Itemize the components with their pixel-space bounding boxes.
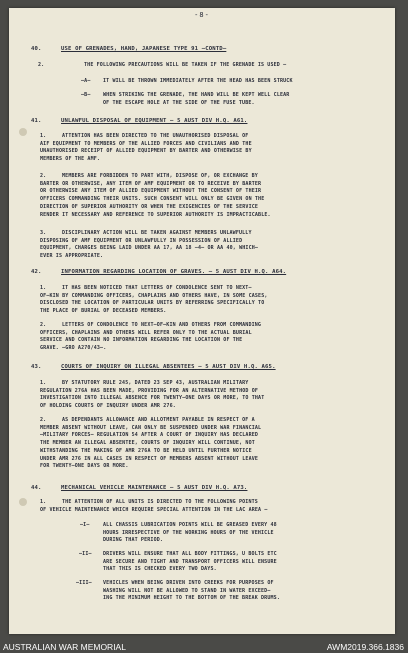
section-heading: USE OF GRENADES, HAND, JAPANESE TYPE 91 –CONTD–	[61, 46, 227, 52]
section-number: 40.	[31, 46, 42, 52]
paragraph-label: 2.	[40, 173, 47, 179]
section-heading: UNLAWFUL DISPOSAL OF EQUIPMENT – 5 AUST DIV H.Q. A61.	[61, 118, 248, 124]
section-heading: COURTS OF INQUIRY ON ILLEGAL ABSENTEES – 5 AUST DIV H.Q. A65.	[61, 364, 276, 370]
paragraph-line: OR OTHERWISE ANY ITEM OF ALLIED EQUIPMENT WITHOUT THE CONSENT OF THEIR	[40, 188, 262, 195]
paragraph-label: –B–	[81, 92, 91, 98]
paragraph-line: THE FOLLOWING PRECAUTIONS WILL BE TAKEN IF THE GRENADE IS USED –	[84, 62, 287, 68]
paragraph-label: 2.	[40, 322, 47, 328]
paragraph-line: WHEN STRIKING THE GRENADE, THE HAND WILL BE KEPT WELL CLEAR	[103, 92, 290, 98]
paragraph-label: –A–	[81, 78, 91, 84]
punch-hole	[19, 498, 27, 506]
paragraph-line: AS DEPENDANTS ALLOWANCE AND ALLOTMENT PAYABLE IN RESPECT OF A	[62, 417, 255, 423]
paragraph-line: LETTERS OF CONDOLENCE TO NEXT–OF–KIN AND OTHERS FROM COMMANDING	[62, 322, 262, 328]
paragraph-label: 3.	[40, 230, 47, 236]
paragraph-label: 1.	[40, 499, 47, 505]
section-heading: INFORMATION REGARDING LOCATION OF GRAVES. – 5 AUST DIV H.Q. A64.	[61, 269, 287, 275]
archive-name: AUSTRALIAN WAR MEMORIAL	[3, 642, 126, 652]
accession-number: AWM2019.366.1836	[326, 642, 404, 652]
paragraph-line: OF–KIN BY COMMANDING OFFICERS, CHAPLAINS AND OTHERS HAVE, IN SOME CASES,	[40, 292, 268, 299]
paragraph-line: ATTENTION HAS BEEN DIRECTED TO THE UNAUTHORISED DISPOSAL OF	[62, 133, 249, 139]
paragraph-line: WASHING WILL NOT BE ALLOWED TO STAND IN WATER EXCEED–	[103, 587, 271, 594]
paragraph-label: 2.	[40, 417, 47, 423]
paragraph-line: THE MEMBER AN ILLEGAL ABSENTEE, COURTS OF INQUIRY WILL CONTINUE, NOT	[40, 440, 255, 447]
paragraph-label: –I–	[80, 522, 90, 528]
paragraph-line: DISPOSING OF AMF EQUIPMENT OR UNLAWFULLY IN POSSESSION OF ALLIED	[40, 237, 243, 244]
paragraph-line: AIF EQUIPMENT TO MEMBERS OF THE ALLIED FORCES AND CIVILIANS AND THE	[40, 140, 252, 147]
paragraph-line: THE ATTENTION OF ALL UNITS IS DIRECTED TO THE FOLLOWING POINTS	[62, 499, 258, 505]
paragraph-line: FOR TWENTY–ONE DAYS OR MORE.	[40, 463, 129, 470]
paragraph-line: UNDER AMR 276 IN ALL CASES IN RESPECT OF MEMBERS ABSENT WITHOUT LEAVE	[40, 455, 259, 462]
paragraph-label: –II–	[79, 551, 92, 557]
section-number: 44.	[31, 485, 42, 491]
paragraph-line: EVER IS APPROPRIATE.	[40, 253, 104, 260]
paragraph-line: DRIVERS WILL ENSURE THAT ALL BODY FITTINGS, U BOLTS ETC	[103, 551, 277, 557]
paragraph-line: MEMBERS ARE FORBIDDEN TO PART WITH, DISPOSE OF, OR EXCHANGE BY	[62, 173, 258, 179]
paragraph-label: –III–	[76, 580, 92, 586]
paragraph-line: THAT THIS IS CHECKED EVERY TWO DAYS.	[103, 566, 217, 573]
paragraph-line: VEHICLES WHEN BEING DRIVEN INTO CREEKS FOR PURPOSES OF	[103, 580, 274, 586]
paragraph-line: DIRECTION OF SUPERIOR AUTHORITY OR WHEN THE EXIGENCIES OF THE SERVICE	[40, 203, 259, 210]
paragraph-label: 1.	[40, 285, 47, 291]
paragraph-line: ING THE MINIMUM HEIGHT TO THE BOTTOM OF THE BREAK DRUMS.	[103, 595, 280, 602]
paragraph-line: INVESTIGATION INTO ILLEGAL ABSENCE FOR TWENTY–ONE DAYS OR MORE, TO THAT	[40, 395, 265, 402]
paragraph-line: OFFICERS COMMANDING THEIR UNITS. SUCH CONSENT WILL ONLY BE GIVEN ON THE	[40, 196, 265, 203]
document-page	[9, 8, 395, 634]
paragraph-label: 2.	[38, 62, 45, 68]
paragraph-line: GRAVE. –GRO A270/43–.	[40, 345, 107, 352]
paragraph-line: OF THE ESCAPE HOLE AT THE SIDE OF THE FUSE TUBE.	[103, 99, 255, 106]
paragraph-line: EQUIPMENT, CHARGES BEING LAID UNDER AA 17, AA 18 –4– OR AA 40, WHICH–	[40, 245, 259, 252]
paragraph-label: 1.	[40, 380, 47, 386]
paragraph-line: UNAUTHORISED RECEIPT OF ALLIED EQUIPMENT BY BARTER AND OTHERWISE BY	[40, 148, 252, 155]
paragraph-line: MEMBERS OF THE AMF.	[40, 156, 101, 163]
paragraph-line: ALL CHASSIS LUBRICATION POINTS WILL BE GREASED EVERY 48	[103, 522, 277, 528]
paragraph-line: REGULATION 276A HAS BEEN MADE, PROVIDING FOR AN ALTERNATIVE METHOD OF	[40, 387, 259, 394]
paragraph-line: –MILITARY FORCES– REGULATION 54 AFTER A COURT OF INQUIRY HAS DECLARED	[40, 432, 259, 439]
paragraph-line: RENDER IT NECESSARY AND REFERENCE TO SUPERIOR AUTHORITY IS IMPRACTICABLE.	[40, 211, 271, 218]
punch-hole	[19, 128, 27, 136]
paragraph-line: DISCLOSED THE LOCATION OF PARTICULAR UNITS BY REFERRING SPECIFICALLY TO	[40, 300, 265, 307]
paragraph-line: OF HOLDING COURTS OF INQUIRY UNDER AMR 276.	[40, 403, 176, 410]
paragraph-line: HOURS IRRESPECTIVE OF THE WORKING HOURS OF THE VEHICLE	[103, 529, 274, 536]
section-number: 43.	[31, 364, 42, 370]
paragraph-line: SERVICE AND CONTAIN NO INFORMATION REGARDING THE LOCATION OF THE	[40, 337, 243, 344]
section-number: 41.	[31, 118, 42, 124]
paragraph-line: BARTER OR OTHERWISE, ANY ITEM OF AMF EQUIPMENT OR TO RECEIVE BY BARTER	[40, 180, 262, 187]
paragraph-label: 1.	[40, 133, 47, 139]
paragraph-line: DURING THAT PERIOD.	[103, 537, 164, 544]
page-number: -8-	[194, 11, 210, 19]
paragraph-line: MEMBER ABSENT WITHOUT LEAVE, CAN ONLY BE SUSPENDED UNDER WAR FINANCIAL	[40, 424, 262, 431]
paragraph-line: IT HAS BEEN NOTICED THAT LETTERS OF CONDOLENCE SENT TO NEXT–	[62, 285, 252, 291]
paragraph-line: DISCIPLINARY ACTION WILL BE TAKEN AGAINST MEMBERS UNLAWFULLY	[62, 230, 252, 236]
paragraph-line: IT WILL BE THROWN IMMEDIATELY AFTER THE HEAD HAS BEEN STRUCK	[103, 78, 293, 84]
paragraph-line: WITHSTANDING THE MAKING OF AMR 276A TO BE HELD UNTIL FURTHER NOTICE	[40, 447, 252, 454]
section-heading: MECHANICAL VEHICLE MAINTENANCE – 5 AUST DIV H.Q. A73.	[61, 485, 248, 491]
paragraph-line: BY STATUTORY RULE 245, DATED 23 SEP 43, AUSTRALIAN MILITARY	[62, 380, 249, 386]
footer-bar	[0, 641, 408, 653]
paragraph-line: OF VEHICLE MAINTENANCE WHICH REQUIRE SPECIAL ATTENTION IN THE LAC AREA –	[40, 506, 268, 513]
paragraph-line: THE PLACE OF BURIAL OF DECEASED MEMBERS.	[40, 308, 167, 315]
paragraph-line: ARE SECURE AND TIGHT AND TRANSPORT OFFICERS WILL ENSURE	[103, 558, 277, 565]
section-number: 42.	[31, 269, 42, 275]
paragraph-line: OFFICERS, CHAPLAINS AND OTHERS WILL REFER ONLY TO THE ACTUAL BURIAL	[40, 329, 252, 336]
